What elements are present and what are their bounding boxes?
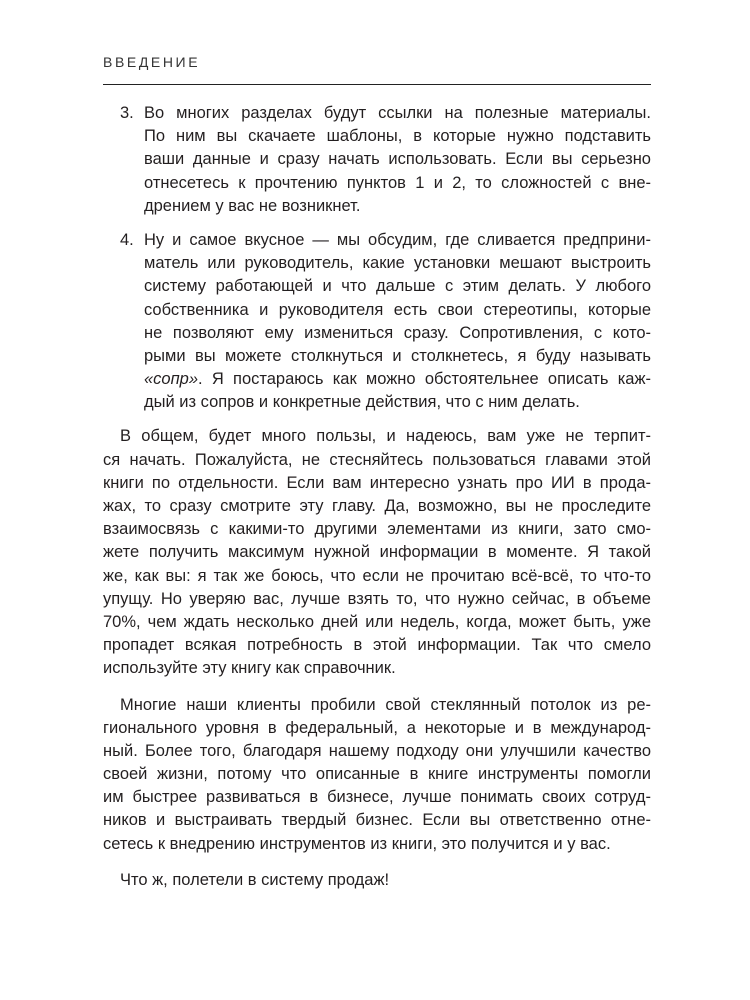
text-line-with-italic [144,368,651,391]
italic-term: «сопр» [144,370,199,389]
text-line: жете получить максимум нужной информации в моменте. Я такой [103,543,651,562]
running-head: ВВЕДЕНИЕ [103,54,201,70]
text-line: ников и выстраивать твердый бизнес. Если вы ответственно отне- [103,811,651,830]
text-line: рыми вы можете столкнуться и столкнетесь, я буду называть [144,346,651,365]
paragraph-1 [103,425,651,680]
text-line: отнесетесь к прочтению пунктов 1 и 2, то сложностей с вне- [144,173,651,192]
text-line: Многие наши клиенты пробили свой стеклянный потолок из ре- [120,695,651,714]
text-line: упущу. Но уверяю вас, лучше взять то, что нужно сейчас, в объеме [103,589,651,608]
text-line: Ну и самое вкусное — мы обсудим, где сливается предприни- [144,230,651,249]
text-line: используйте эту книгу как справочник. [103,659,396,678]
text-line: не позволяют ему измениться сразу. Сопротивления, с кото- [144,323,651,342]
list-item-number: 3. [120,104,134,122]
text-line: В общем, будет много пользы, и надеюсь, вам уже не терпит- [120,427,651,446]
text-line: матель или руководитель, какие установки мешают выстроить [144,254,651,273]
paragraph-3 [103,869,651,892]
list-item-number: 4. [120,230,134,249]
text-line: сетесь к внедрению инструментов из книги, это получится и у вас. [103,834,611,853]
text-line: 70%, чем ждать несколько дней или недель, когда, может быть, уже [103,612,651,631]
paragraph-2 [103,694,651,856]
text-line: гионального уровня в федеральный, а некоторые и в международ- [103,718,651,737]
text-line: ный. Более того, благодаря нашему подходу они улучшили качество [103,741,651,760]
text-line: дрением у вас не возникнет. [144,196,361,215]
text-line: систему работающей и что дальше с этим делать. У любого [144,277,651,296]
text-line: жах, то сразу смотрите эту главу. Да, возможно, вы не проследите [103,497,651,515]
text-line: им быстрее развиваться в бизнесе, лучше понимать своих сотруд- [103,788,651,807]
text-line: книги по отдельности. Если вам интересно узнать про ИИ в прода- [103,473,651,492]
text-line: По ним вы скачаете шаблоны, в которые нужно подставить [144,127,651,146]
list-item-3 [103,102,651,218]
text-line: собственника и руководителя есть свои стереотипы, которые [144,300,651,319]
list-item-4 [103,229,651,415]
text-line: же, как вы: я так же боюсь, что если не прочитаю всё-всё, то что-то [103,566,651,585]
page-body [103,102,651,892]
text-line: Что ж, полетели в систему продаж! [120,870,390,889]
text-line: ся начать. Пожалуйста, не стесняйтесь пользоваться главами этой [103,450,651,469]
text-line-tail: . Я постараюсь как можно обстоятельнее описать каж- [198,370,651,389]
text-line: своей жизни, потому что описанные в книге инструменты помогли [103,765,651,784]
text-line: Во многих разделах будут ссылки на полезные материалы. [144,104,651,122]
text-line: ваши данные и сразу начать использовать. Если вы серьезно [144,150,651,169]
text-line: дый из сопров и конкретные действия, что с ним делать. [144,393,580,412]
text-line: пропадет всякая потребность в этой информации. Так что смело [103,636,651,655]
text-line: взаимосвязь с какими-то другими элементами из книги, зато смо- [103,520,651,539]
header-rule [103,84,651,85]
